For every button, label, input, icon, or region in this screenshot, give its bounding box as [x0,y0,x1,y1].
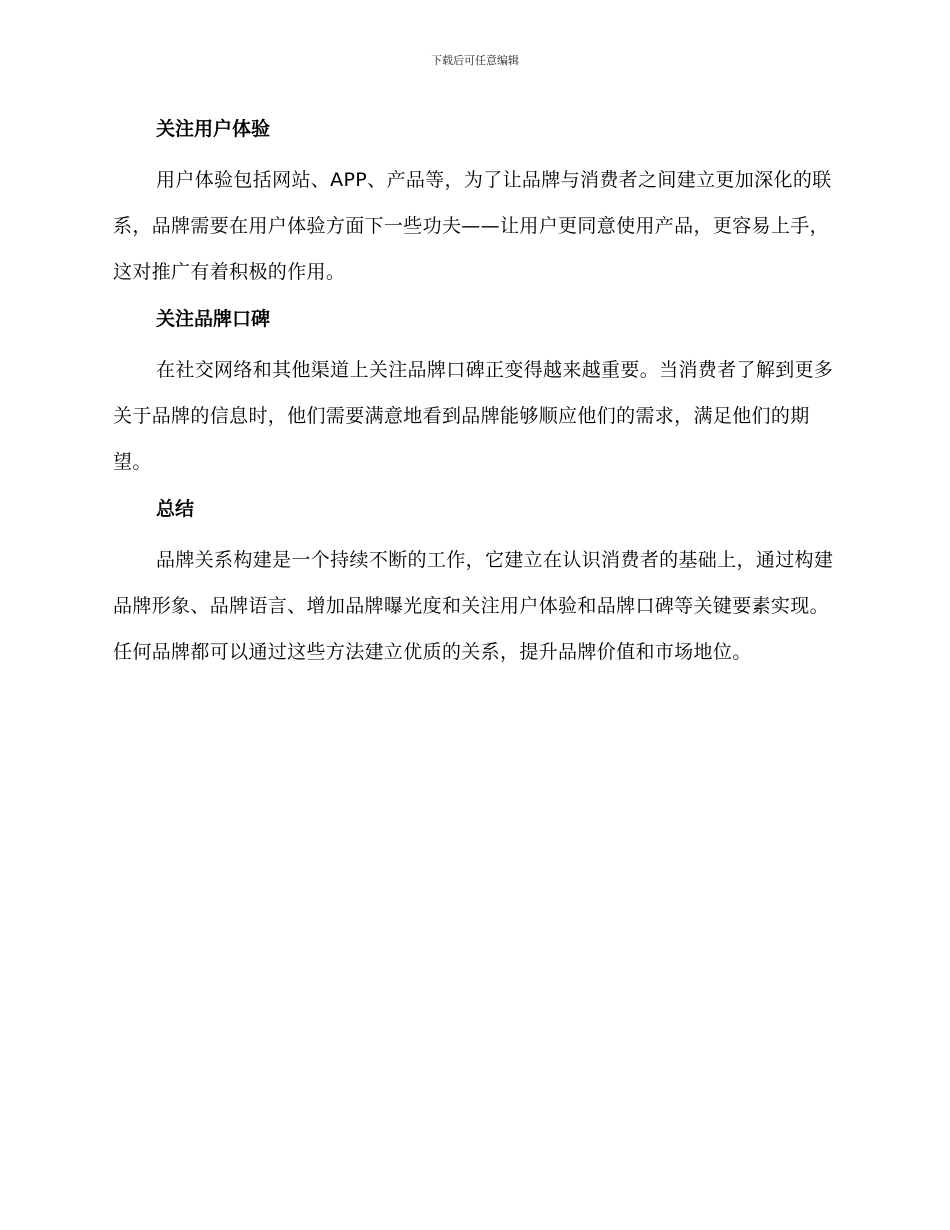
section-summary [113,492,835,675]
document-body [113,112,835,682]
section-brand-reputation [113,302,835,485]
section-heading: 关注用户体验 [156,118,271,140]
section-user-experience [113,112,835,295]
section-heading: 总结 [156,498,195,520]
section-paragraph: 用户体验包括网站、APP、产品等，为了让品牌与消费者之间建立更加深化的联系，品牌需要在用户体验方面下一些功夫——让用户更同意使用产品，更容易上手，这对推广有着积极的作用。 [113,169,832,283]
page-header-note: 下载后可任意编辑 [431,54,519,67]
section-heading: 关注品牌口碑 [156,308,271,330]
section-paragraph: 在社交网络和其他渠道上关注品牌口碑正变得越来越重要。当消费者了解到更多关于品牌的信息时，他们需要满意地看到品牌能够顺应他们的需求，满足他们的期望。 [113,359,834,473]
section-paragraph: 品牌关系构建是一个持续不断的工作，它建立在认识消费者的基础上，通过构建品牌形象、品牌语言、增加品牌曝光度和关注用户体验和品牌口碑等关键要素实现。任何品牌都可以通过这些方法建立优质的关系，提升品牌价值和市场地位。 [113,549,834,663]
